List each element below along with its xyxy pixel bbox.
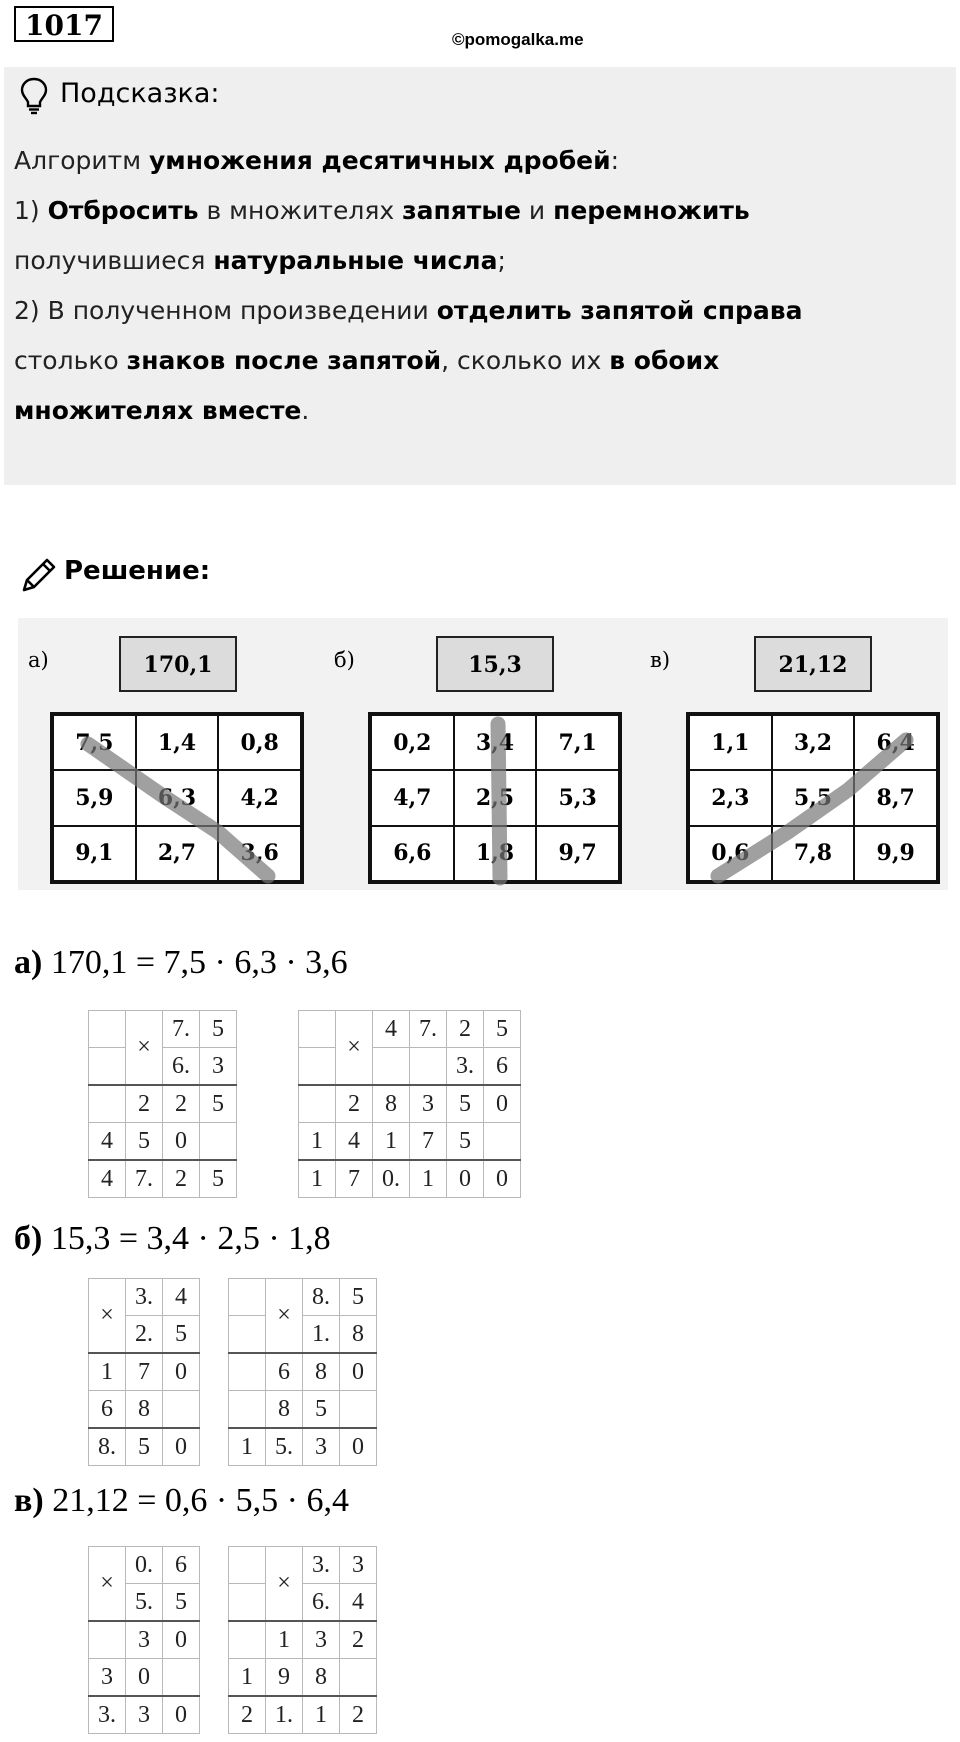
puzzle-cell: 5,3 [536,770,619,825]
calc-digit [229,1279,266,1316]
puzzle-cell: 3,4 [454,715,537,770]
calc-digit: 0 [163,1123,200,1161]
puzzle-cell: 7,5 [53,715,136,770]
calc-digit: 3. [126,1279,163,1316]
calc-digit: 2 [163,1160,200,1198]
calc-digit: 7. [163,1011,200,1048]
calc-digit: 1 [266,1621,303,1659]
puzzle-grid [50,712,304,884]
puzzle-cell: 9,1 [53,826,136,881]
calc-digit [163,1659,200,1697]
puzzle-cell: 3,6 [218,826,301,881]
calc-digit: 0 [126,1659,163,1697]
hint-line [14,236,506,286]
calc-digit: 6 [484,1048,521,1086]
lightbulb-icon [18,76,50,120]
calc-row [299,1011,521,1048]
hint-line [14,286,802,336]
hint-keyword: перемножить [553,196,750,225]
calc-digit: 2 [336,1085,373,1123]
calc-row [89,1160,237,1198]
calc-digit: 1 [410,1160,447,1198]
calc-digit: 5 [447,1123,484,1161]
calc-row [89,1048,237,1086]
multiply-sign: × [266,1547,303,1622]
calc-digit [229,1353,266,1391]
hint-keyword: множителях вместе [14,396,302,425]
calc-digit [229,1584,266,1622]
calc-digit: 7 [410,1123,447,1161]
calc-digit: 3 [89,1659,126,1697]
puzzle-cell: 2,3 [689,770,772,825]
calc-row [89,1279,200,1316]
calc-digit: 3 [410,1085,447,1123]
calc-digit: 6. [303,1584,340,1622]
calc-digit: 2 [229,1696,266,1734]
puzzle-cell: 6,6 [371,826,454,881]
calc-digit: 0. [373,1160,410,1198]
calc-digit: 1 [89,1353,126,1391]
calc-row [229,1428,377,1466]
hint-text-fragment: : [610,146,620,175]
calc-digit: 1 [229,1428,266,1466]
hint-line [14,336,719,386]
calc-row [229,1621,377,1659]
calc-digit: 3. [303,1547,340,1584]
calc-digit: 4 [373,1011,410,1048]
puzzle-cell: 7,1 [536,715,619,770]
calc-digit: 2 [340,1621,377,1659]
calc-digit: 6. [163,1048,200,1086]
calc-row [299,1048,521,1086]
column-multiplication [88,1278,200,1466]
calc-digit: 4 [336,1123,373,1161]
calc-row [89,1353,200,1391]
calc-digit [299,1048,336,1086]
calc-digit: 0 [447,1160,484,1198]
calc-digit [229,1316,266,1354]
watermark: ©pomogalka.me [452,30,584,49]
calc-row [89,1391,200,1429]
calc-row [299,1123,521,1161]
calc-digit: 7 [336,1160,373,1198]
puzzle-cell: 6,3 [136,770,219,825]
multiply-sign: × [336,1011,373,1086]
hint-keyword: отделить запятой справа [436,296,803,325]
calc-digit: 3 [200,1048,237,1086]
task-number: 1017 [14,6,114,42]
calc-grid [228,1278,377,1466]
calc-digit [200,1123,237,1161]
equation-text: 21,12 = 0,6 · 5,5 · 6,4 [43,1482,350,1519]
pencil-icon [18,556,58,600]
multiply-sign: × [89,1279,126,1354]
hint-text-fragment: 2) В полученном произведении [14,296,437,325]
calc-digit: 5 [126,1123,163,1161]
calc-digit: 6 [163,1547,200,1584]
calc-digit: 7 [126,1353,163,1391]
hint-keyword: умножения десятичных дробей [149,146,611,175]
calc-digit: 3. [89,1696,126,1734]
hint-text-fragment: получившиеся [14,246,214,275]
calc-digit: 3 [303,1428,340,1466]
calc-digit [340,1391,377,1429]
calc-digit: 0 [340,1353,377,1391]
calc-digit: 1 [299,1160,336,1198]
calc-row [229,1584,377,1622]
calc-digit: 8 [266,1391,303,1429]
calc-digit: 2 [163,1085,200,1123]
calc-grid [298,1010,521,1198]
hint-keyword: запятые [402,196,521,225]
hint-line [14,136,619,186]
calc-digit [484,1123,521,1161]
calc-digit [89,1011,126,1048]
puzzle-cell: 0,6 [689,826,772,881]
calc-digit: 0 [484,1160,521,1198]
hint-text-fragment: Алгоритм [14,146,149,175]
equation-b [14,1220,331,1258]
hint-title: Подсказка: [60,78,220,109]
puzzle-letter: в) [650,648,671,672]
calc-row [229,1659,377,1697]
puzzle-target: 15,3 [436,636,554,692]
calc-digit: 6 [89,1391,126,1429]
calc-digit: 0 [163,1696,200,1734]
calc-digit: 1. [303,1316,340,1354]
puzzle-cell: 2,5 [454,770,537,825]
equation-text: 15,3 = 3,4 · 2,5 · 1,8 [42,1220,331,1257]
calc-digit: 1 [229,1659,266,1697]
calc-row [299,1085,521,1123]
multiply-sign: × [126,1011,163,1086]
calc-digit: 5. [126,1584,163,1622]
calc-digit: 1 [299,1123,336,1161]
equation-text: 170,1 = 7,5 · 6,3 · 3,6 [42,944,348,981]
puzzle-cell: 5,5 [772,770,855,825]
calc-row [89,1696,200,1734]
multiply-sign: × [89,1547,126,1622]
calc-row [89,1011,237,1048]
puzzle-cell: 1,1 [689,715,772,770]
calc-digit: 5 [126,1428,163,1466]
calc-digit [410,1048,447,1086]
column-multiplication [88,1546,200,1734]
column-multiplication [88,1010,237,1198]
puzzle-panel [18,618,948,890]
calc-row [89,1659,200,1697]
puzzle-letter: а) [28,648,49,672]
calc-digit: 0. [126,1547,163,1584]
column-multiplication [228,1546,377,1734]
calc-digit: 8 [373,1085,410,1123]
calc-digit [163,1391,200,1429]
calc-digit: 4 [340,1584,377,1622]
calc-digit: 5 [447,1085,484,1123]
calc-digit [229,1621,266,1659]
calc-digit: 5 [340,1279,377,1316]
calc-digit: 0 [340,1428,377,1466]
puzzle-grid [368,712,622,884]
calc-digit: 8. [89,1428,126,1466]
calc-digit: 3. [447,1048,484,1086]
calc-digit: 3 [126,1621,163,1659]
calc-digit: 0 [163,1353,200,1391]
calc-digit: 8 [303,1659,340,1697]
calc-digit: 3 [126,1696,163,1734]
puzzle-cell: 1,4 [136,715,219,770]
puzzle-cell: 1,8 [454,826,537,881]
calc-digit [340,1659,377,1697]
calc-row [89,1123,237,1161]
calc-digit: 1 [303,1696,340,1734]
calc-row [229,1391,377,1429]
calc-digit: 4 [89,1123,126,1161]
calc-digit: 0 [163,1621,200,1659]
calc-row [229,1696,377,1734]
calc-row [229,1279,377,1316]
calc-digit: 7. [410,1011,447,1048]
calc-digit: 8 [340,1316,377,1354]
calc-grid [88,1010,237,1198]
calc-digit [299,1085,336,1123]
puzzle-target: 170,1 [119,636,237,692]
calc-row [89,1428,200,1466]
puzzle-letter: б) [334,648,355,672]
hint-keyword: Отбросить [47,196,199,225]
equation-label: б) [14,1220,43,1257]
hint-text-fragment: 1) [14,196,48,225]
calc-row [229,1547,377,1584]
calc-row [229,1353,377,1391]
calc-digit [89,1048,126,1086]
puzzle-cell: 2,7 [136,826,219,881]
multiply-sign: × [266,1279,303,1354]
equation-label: в) [14,1482,44,1519]
hint-keyword: в обоих [609,346,720,375]
puzzle-cell: 5,9 [53,770,136,825]
calc-digit: 5 [200,1011,237,1048]
puzzle-cell: 4,2 [218,770,301,825]
calc-digit: 3 [303,1621,340,1659]
calc-digit: 2 [447,1011,484,1048]
equation-c [14,1482,349,1520]
calc-digit [299,1011,336,1048]
puzzle-cell: 6,4 [854,715,937,770]
calc-digit: 5 [200,1085,237,1123]
hint-text-fragment: , сколько их [441,346,610,375]
calc-digit: 2. [126,1316,163,1354]
calc-digit: 5 [484,1011,521,1048]
puzzle-cell: 8,7 [854,770,937,825]
calc-digit: 8 [126,1391,163,1429]
column-multiplication [298,1010,521,1198]
calc-row [89,1547,200,1584]
calc-digit: 3 [340,1547,377,1584]
calc-row [299,1160,521,1198]
hint-line [14,386,309,436]
calc-digit: 6 [266,1353,303,1391]
puzzle-target: 21,12 [754,636,872,692]
hint-text-fragment: в множителях [198,196,403,225]
hint-keyword: натуральные числа [213,246,498,275]
calc-row [229,1316,377,1354]
hint-text-fragment: и [520,196,554,225]
puzzle-cell: 9,9 [854,826,937,881]
calc-grid [88,1278,200,1466]
puzzle-cell: 7,8 [772,826,855,881]
calc-digit [229,1547,266,1584]
calc-digit: 8. [303,1279,340,1316]
calc-digit: 5 [163,1584,200,1622]
calc-digit: 9 [266,1659,303,1697]
calc-digit: 5. [266,1428,303,1466]
puzzle-grid [686,712,940,884]
equation-a [14,944,348,982]
calc-digit [229,1391,266,1429]
puzzle-cell: 9,7 [536,826,619,881]
solution-title: Решение: [64,556,211,586]
calc-grid [228,1546,377,1734]
hint-keyword: знаков после запятой [126,346,442,375]
calc-grid [88,1546,200,1734]
hint-text-fragment: столько [14,346,127,375]
calc-row [89,1621,200,1659]
puzzle-cell: 4,7 [371,770,454,825]
calc-digit: 2 [340,1696,377,1734]
hint-text-fragment: ; [497,246,506,275]
calc-digit: 0 [484,1085,521,1123]
hint-line [14,186,750,236]
puzzle-cell: 0,2 [371,715,454,770]
calc-digit: 7. [126,1160,163,1198]
column-multiplication [228,1278,377,1466]
puzzle-cell: 0,8 [218,715,301,770]
calc-digit: 1 [373,1123,410,1161]
calc-digit: 2 [126,1085,163,1123]
calc-digit: 4 [163,1279,200,1316]
calc-digit: 1. [266,1696,303,1734]
calc-digit: 5 [163,1316,200,1354]
calc-digit: 4 [89,1160,126,1198]
calc-digit [89,1085,126,1123]
calc-digit: 5 [303,1391,340,1429]
puzzle-cell: 3,2 [772,715,855,770]
hint-text-fragment: . [301,396,310,425]
calc-digit [89,1621,126,1659]
calc-digit: 0 [163,1428,200,1466]
calc-digit: 8 [303,1353,340,1391]
calc-digit [373,1048,410,1086]
calc-row [89,1085,237,1123]
calc-digit: 5 [200,1160,237,1198]
equation-label: а) [14,944,43,981]
